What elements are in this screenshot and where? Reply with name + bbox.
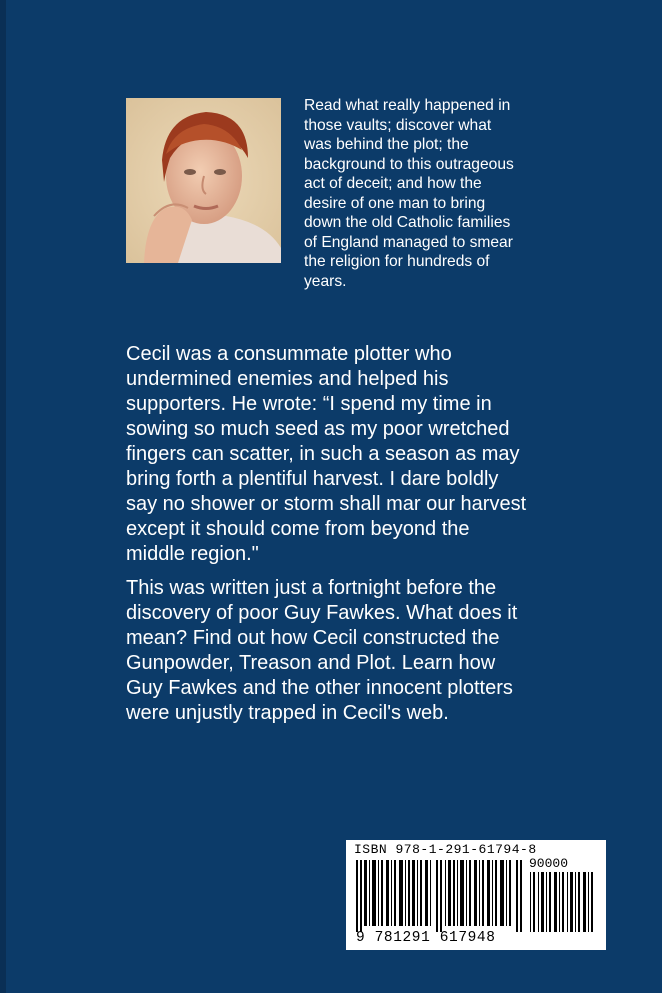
isbn-label: ISBN 978-1-291-61794-8	[354, 842, 537, 857]
author-photo	[126, 98, 281, 263]
isbn-barcode	[346, 840, 606, 950]
price-code: 90000	[529, 856, 569, 871]
blurb-paragraph-2: This was written just a fortnight before the discovery of poor Guy Fawkes. What does it mean? Find out how Cecil constructed the Gunpowder, Treason and Plot. Learn how Guy Fawkes and the other innocent plotters were unjustly trapped in Cecil's web.	[126, 577, 518, 724]
price-addon-bars-icon	[530, 872, 596, 932]
portrait-image	[126, 98, 281, 263]
blurb-paragraph-1: Cecil was a consummate plotter who undermined enemies and helped his supporters. He wrote: “I spend my time in sowing so much seed as my poor wretched fingers can scatter, in such a season as may bring forth a plentiful harvest. I dare boldly say no shower or storm shall mar our harvest except it should come from beyond the middle region."	[126, 343, 527, 565]
top-blurb: Read what really happened in those vaults; discover what was behind the plot; the background to this outrageous act of deceit; and how the desire of one man to bring down the old Catholic families of England managed to smear the religion for hundreds of years.	[304, 97, 514, 290]
ean-digits: 9 781291 617948	[356, 930, 496, 946]
barcode-bars-icon	[356, 860, 524, 932]
